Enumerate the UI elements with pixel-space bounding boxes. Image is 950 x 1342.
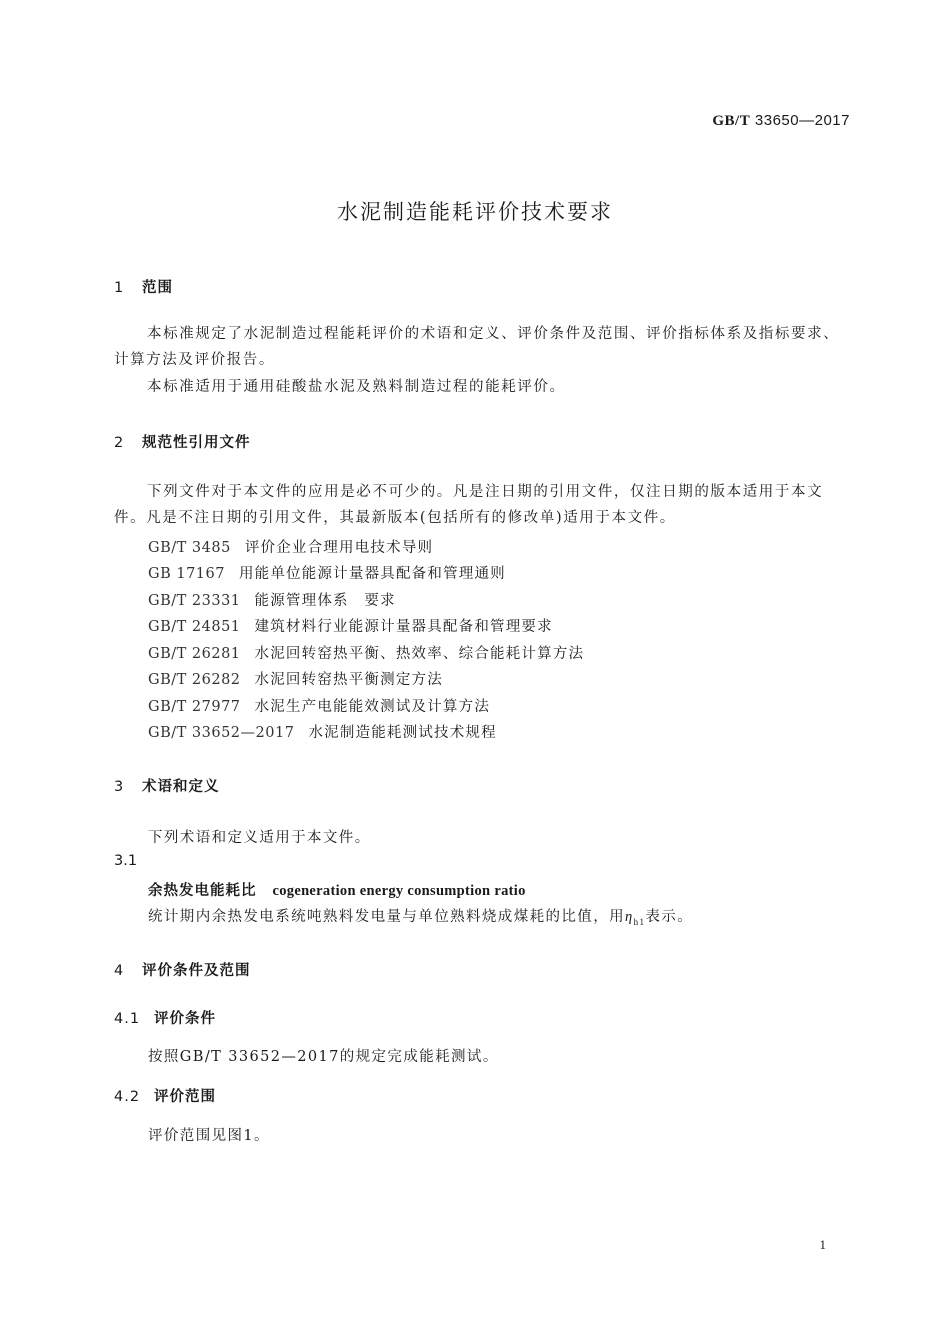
section-2-title: 规范性引用文件 [142,435,251,451]
reference-title: 水泥回转窑热平衡测定方法 [254,672,443,688]
reference-code: GB/T 33652—2017 [148,725,295,741]
section-2-paragraph-1: 下列文件对于本文件的应用是必不可少的。凡是注日期的引用文件，仅注日期的版本适用于本文件。凡是不注日期的引用文件，其最新版本(包括所有的修改单)适用于本文件。 [114,484,824,526]
section-4-heading [114,959,251,980]
reference-item [148,695,490,716]
standard-code [712,112,850,130]
section-1-title: 范围 [142,280,173,296]
reference-item [148,615,553,636]
section-1-heading [114,276,173,297]
subsection-4-1-number: 4.1 [114,1011,141,1027]
section-4-number: 4 [114,963,125,979]
eta-symbol-subscript: h1 [633,916,646,927]
reference-title: 能源管理体系 要求 [254,593,396,609]
reference-title: 评价企业合理用电技术导则 [244,540,434,556]
subsection-4-2-heading [114,1085,216,1106]
section-1-paragraph-1: 本标准规定了水泥制造过程能耗评价的术语和定义、评价条件及范围、评价指标体系及指标要求、计算方法及评价报告。 [114,326,840,368]
subsection-4-2-number: 4.2 [114,1089,141,1105]
subsection-3-1-number: 3.1 [114,853,138,869]
reference-title: 建筑材料行业能源计量器具配备和管理要求 [254,619,553,635]
section-2-number: 2 [114,435,125,451]
reference-title: 用能单位能源计量器具配备和管理通则 [238,566,506,582]
eta-symbol-letter: η [625,909,634,925]
definition-text-before: 统计期内余热发电系统吨熟料发电量与单位熟料烧成煤耗的比值，用 [148,909,625,925]
reference-code: GB/T 27977 [148,699,241,715]
term-chinese: 余热发电能耗比 [148,883,257,899]
reference-code: GB 17167 [148,566,225,582]
standard-code-number: 33650—2017 [754,112,850,129]
eta-symbol [625,909,645,925]
reference-item [148,642,584,663]
reference-item [148,536,433,557]
section-2-heading [114,431,251,452]
reference-title: 水泥制造能耗测试技术规程 [308,725,497,741]
reference-item [148,721,497,742]
section-1-number: 1 [114,280,125,296]
reference-title: 水泥生产电能能效测试及计算方法 [254,699,491,715]
section-3-title: 术语和定义 [142,779,220,795]
subsection-4-1-text: 按照GB/T 33652—2017的规定完成能耗测试。 [148,1049,499,1065]
reference-code: GB/T 24851 [148,619,241,635]
document-title: 水泥制造能耗评价技术要求 [337,200,613,224]
reference-item [148,562,506,583]
reference-code: GB/T 3485 [148,540,231,556]
subsection-4-2-text: 评价范围见图1。 [148,1128,270,1144]
subsection-4-2-title: 评价范围 [154,1089,216,1105]
reference-code: GB/T 26281 [148,646,241,662]
reference-item [148,589,396,610]
term-english: cogeneration energy consumption ratio [272,883,526,899]
definition-text-after: 表示。 [645,909,694,925]
term-entry [148,879,526,900]
standard-code-prefix: GB/T [712,113,751,129]
section-1-paragraph-2: 本标准适用于通用硅酸盐水泥及熟料制造过程的能耗评价。 [147,379,566,395]
subsection-4-1-heading [114,1007,216,1028]
section-3-paragraph-1: 下列术语和定义适用于本文件。 [148,830,371,846]
reference-title: 水泥回转窑热平衡、热效率、综合能耗计算方法 [254,646,585,662]
page-number: 1 [819,1237,826,1252]
reference-code: GB/T 26282 [148,672,241,688]
reference-item [148,668,443,689]
section-4-title: 评价条件及范围 [142,963,251,979]
section-3-number: 3 [114,779,125,795]
reference-code: GB/T 23331 [148,593,241,609]
term-definition [148,905,693,927]
subsection-4-1-title: 评价条件 [154,1011,216,1027]
section-3-heading [114,775,220,796]
